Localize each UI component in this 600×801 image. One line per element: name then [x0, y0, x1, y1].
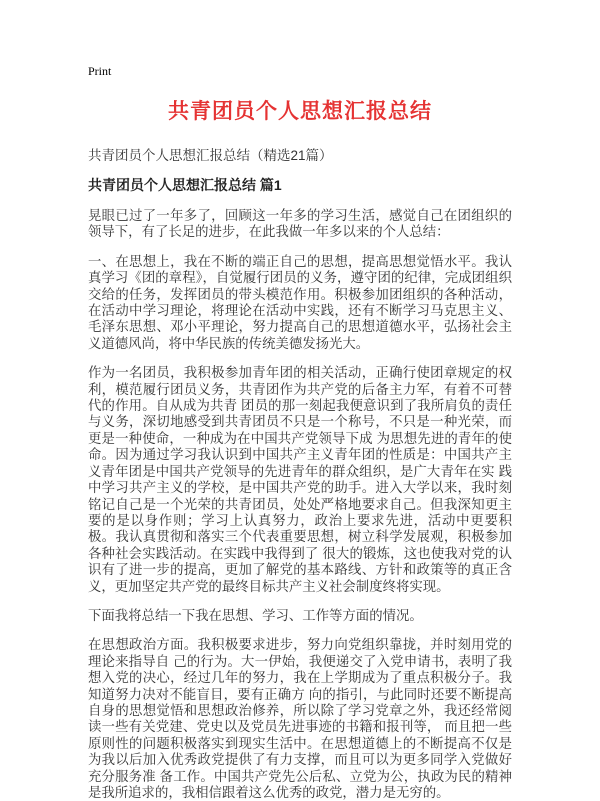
body-paragraph: 一、在思想上，我在不断的端正自己的思想，提高思想觉悟水平。我认真学习《团的章程》，自觉履行团员的义务，遵守团的纪律，完成团组织交给的任务，发挥团员的带头模范作用。积极参加团组织的各种活动，在活动中学习理论，将理论在活动中实践，还有不断学习马克思主义、毛泽东思想、邓小平理论，努力提高自己的思想道德水平，弘扬社会主义道德风尚，将中华民族的传统美德发扬光大。: [88, 253, 512, 351]
print-link[interactable]: Print: [88, 64, 112, 78]
section-heading: 共青团员个人思想汇报总结 篇1: [88, 177, 282, 193]
page-title: 共青团员个人思想汇报总结: [168, 100, 432, 123]
body-paragraph: 在思想政治方面。我积极要求进步，努力向党组织靠拢，并时刻用党的理论来指导自 己的行为。大一伊始，我便递交了入党申请书，表明了我想入党的决心，经过几年的努力，我在上学期成为了重点积极分子。我知道努力决对不能盲目，要有正确方 向的指引，与此同时还要不断提高自身的思想觉悟和思想政治修养，所以除了学习党章之外，我还经常阅读一些有关党建、党史以及党员先进事迹的书籍和报刊等， 而且把一些原则性的问题积极落实到现实生活中。在思想道德上的不断提高不仅是为我以后加入优秀政党提供了有力支撑，而且可以为更多同学入党做好充分服务准 备工作。中国共产党先公后私、立党为公，执政为民的精神是我所追求的，我相信跟着这么优秀的政党，潜力是无穷的。: [88, 637, 512, 800]
body-paragraph: 作为一名团员，我积极参加青年团的相关活动，正确行使团章规定的权利，模范履行团员义务，共青团作为共产党的后备主力军，有着不可替代的作用。自从成为共青 团员的那一刻起我便意识到了我所肩负的责任与义务，深切地感受到共青团员不只是一个称号，不只是一种光荣，而更是一种使命，一种成为在中国共产党领导下成 为思想先进的青年的使命。因为通过学习我认识到中国共产主义青年团的性质是：中国共产主义青年团是中国共产党领导的先进青年的群众组织，是广大青年在实 践中学习共产主义的学校，是中国共产党的助手。进入大学以来，我时刻铭记自己是一个光荣的共青团员，处处严格地要求自己。但我深知更主要的是以身作则；学习上认真努力，政治上要求先进，活动中更要积极。我认真贯彻和落实三个代表重要思想，树立科学发展观，积极参加各种社会实践活动。在实践中我得到了 很大的锻炼，这也使我对党的认识有了进一步的提高，更加了解党的基本路线、方针和政策等的真正含义，更加坚定共产党的最终目标共产主义社会制度终将实现。: [88, 365, 512, 594]
body-paragraph: 晃眼已过了一年多了，回顾这一年多的学习生活，感觉自己在团组织的领导下，有了长足的进步，在此我做一年多以来的个人总结：: [88, 208, 512, 240]
body-paragraph: 下面我将总结一下我在思想、学习、工作等方面的情况。: [88, 607, 423, 623]
doc-subtitle: 共青团员个人思想汇报总结（精选21篇）: [88, 148, 333, 163]
